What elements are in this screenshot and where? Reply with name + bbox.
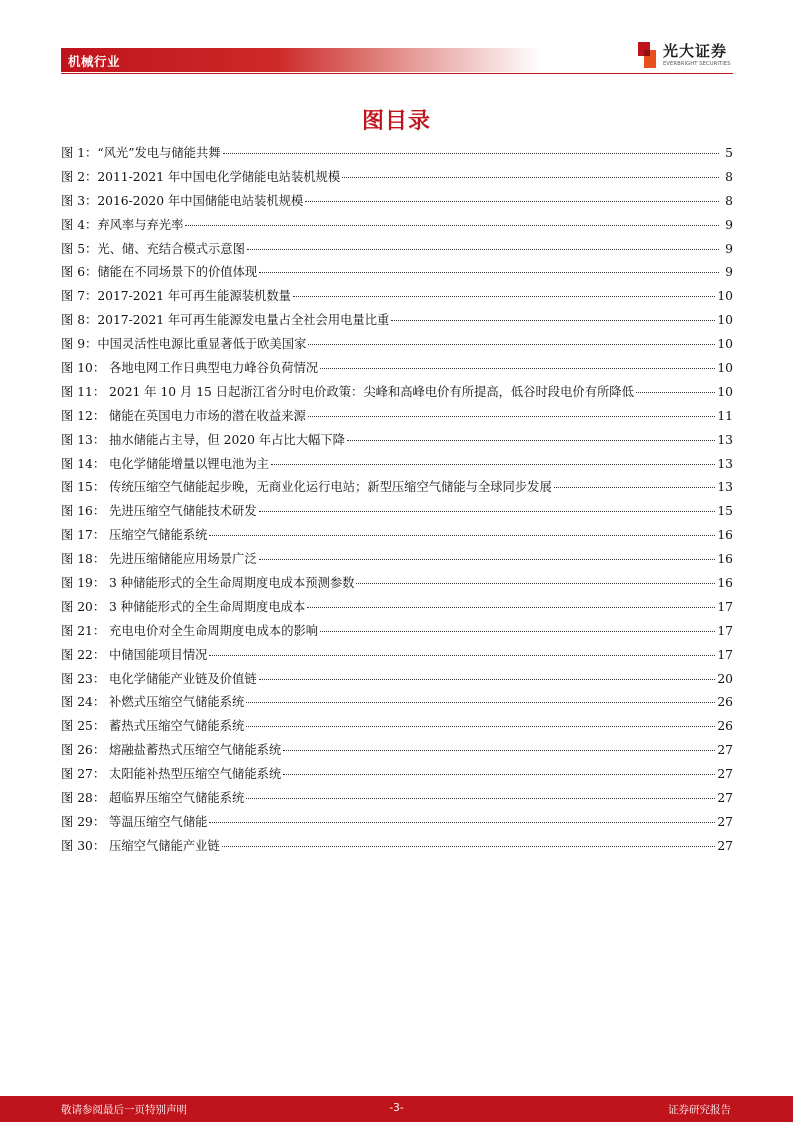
toc-entry-label: 图 21： 充电电价对全生命周期度电成本的影响 (61, 623, 319, 638)
logo-name-cn: 光大证券 (663, 42, 728, 60)
toc-entry-label: 图 6：储能在不同场景下的价值体现 (61, 265, 258, 280)
dot-leader (209, 655, 715, 656)
dot-leader (209, 822, 715, 823)
toc-entry-label: 图 22： 中储国能项目情况 (61, 647, 208, 662)
toc-entry-label: 图 4：弃风率与弃光率 (61, 217, 184, 232)
toc-entry-label: 图 24： 补燃式压缩空气储能系统 (61, 695, 245, 710)
dot-leader (246, 726, 715, 727)
toc-entry[interactable] (61, 263, 733, 287)
toc-entry-label: 图 16： 先进压缩空气储能技术研发 (61, 504, 257, 519)
toc-entry-label: 图 20： 3 种储能形式的全生命周期度电成本 (61, 599, 306, 614)
toc-entry-page: 9 (725, 241, 733, 256)
dot-leader (246, 798, 715, 799)
section-label: 机械行业 (68, 54, 121, 69)
toc-entry-page: 17 (717, 599, 733, 614)
toc-entry[interactable] (61, 216, 733, 240)
toc-entry[interactable] (61, 407, 733, 431)
toc-entry-label: 图 8：2017-2021 年可再生能源发电量占全社会用电量比重 (61, 313, 390, 328)
toc-entry-page: 27 (717, 814, 733, 829)
toc-entry-page: 17 (717, 647, 733, 662)
toc-entry[interactable] (61, 813, 733, 837)
toc-entry[interactable] (61, 789, 733, 813)
toc-entry-label: 图 17： 压缩空气储能系统 (61, 528, 208, 543)
toc-entry-label: 图 28： 超临界压缩空气储能系统 (61, 791, 245, 806)
toc-entry-label: 图 26： 熔融盐蓄热式压缩空气储能系统 (61, 743, 282, 758)
toc-entry[interactable] (61, 502, 733, 526)
dot-leader (185, 225, 719, 226)
toc-entry-page: 26 (717, 695, 733, 710)
dot-leader (271, 464, 715, 465)
toc-entry-label: 图 25： 蓄热式压缩空气储能系统 (61, 719, 245, 734)
dot-leader (308, 344, 715, 345)
dot-leader (283, 774, 715, 775)
toc-entry-page: 10 (717, 384, 733, 399)
toc-entry[interactable] (61, 574, 733, 598)
toc-entry[interactable] (61, 837, 733, 861)
toc-entry-page: 27 (717, 838, 733, 853)
figure-list (61, 144, 733, 861)
toc-entry[interactable] (61, 526, 733, 550)
dot-leader (222, 846, 716, 847)
header-divider (61, 73, 733, 74)
toc-entry[interactable] (61, 144, 733, 168)
toc-entry-page: 10 (717, 337, 733, 352)
dot-leader (391, 320, 715, 321)
dot-leader (636, 392, 715, 393)
toc-entry-page: 16 (717, 552, 733, 567)
toc-entry-page: 13 (717, 480, 733, 495)
footer-disclaimer: 敬请参阅最后一页特别声明 (61, 1104, 187, 1116)
toc-entry-page: 27 (717, 743, 733, 758)
toc-entry[interactable] (61, 646, 733, 670)
toc-entry-page: 10 (717, 361, 733, 376)
toc-entry-label: 图 5：光、储、充结合模式示意图 (61, 241, 245, 256)
toc-entry[interactable] (61, 693, 733, 717)
toc-entry-page: 27 (717, 767, 733, 782)
dot-leader (247, 249, 719, 250)
toc-entry-label: 图 2：2011-2021 年中国电化学储能电站装机规模 (61, 169, 341, 184)
toc-entry-page: 8 (725, 193, 733, 208)
dot-leader (223, 153, 719, 154)
toc-entry-label: 图 30： 压缩空气储能产业链 (61, 838, 220, 853)
toc-entry[interactable] (61, 287, 733, 311)
dot-leader (320, 368, 715, 369)
toc-entry[interactable] (61, 741, 733, 765)
toc-entry[interactable] (61, 717, 733, 741)
toc-entry-page: 8 (725, 169, 733, 184)
toc-entry[interactable] (61, 192, 733, 216)
dot-leader (307, 607, 715, 608)
toc-entry-label: 图 3：2016-2020 年中国储能电站装机规模 (61, 193, 304, 208)
toc-entry-page: 15 (717, 504, 733, 519)
toc-entry-page: 16 (717, 528, 733, 543)
dot-leader (308, 416, 716, 417)
toc-entry-page: 9 (725, 217, 733, 232)
toc-entry[interactable] (61, 431, 733, 455)
company-logo (636, 40, 736, 72)
everbright-logo-icon (636, 40, 658, 70)
dot-leader (259, 679, 716, 680)
toc-entry[interactable] (61, 240, 733, 264)
dot-leader (356, 583, 715, 584)
toc-entry-label: 图 18： 先进压缩储能应用场景广泛 (61, 552, 257, 567)
toc-entry[interactable] (61, 455, 733, 479)
toc-entry-page: 13 (717, 456, 733, 471)
toc-entry-label: 图 13： 抽水储能占主导，但 2020 年占比大幅下降 (61, 432, 345, 447)
toc-entry-page: 13 (717, 432, 733, 447)
toc-entry-label: 图 10： 各地电网工作日典型电力峰谷负荷情况 (61, 361, 319, 376)
dot-leader (347, 440, 715, 441)
toc-entry-label: 图 27： 太阳能补热型压缩空气储能系统 (61, 767, 282, 782)
toc-entry-page: 26 (717, 719, 733, 734)
toc-entry-label: 图 9：中国灵活性电源比重显著低于欧美国家 (61, 337, 307, 352)
toc-entry[interactable] (61, 670, 733, 694)
toc-entry[interactable] (61, 765, 733, 789)
dot-leader (554, 487, 716, 488)
toc-entry-label: 图 15： 传统压缩空气储能起步晚，无商业化运行电站；新型压缩空气储能与全球同步发展 (61, 480, 552, 495)
toc-entry-page: 9 (725, 265, 733, 280)
toc-entry-label: 图 1：“风光”发电与储能共舞 (61, 146, 221, 160)
toc-entry-label: 图 14： 电化学储能增量以锂电池为主 (61, 456, 269, 471)
toc-entry[interactable] (61, 168, 733, 192)
toc-entry-label: 图 12： 储能在英国电力市场的潜在收益来源 (61, 408, 306, 423)
dot-leader (259, 272, 719, 273)
toc-entry[interactable] (61, 622, 733, 646)
toc-entry-page: 27 (717, 791, 733, 806)
toc-entry-page: 11 (717, 408, 733, 423)
toc-entry[interactable] (61, 598, 733, 622)
dot-leader (259, 559, 716, 560)
toc-entry-label: 图 11： 2021 年 10 月 15 日起浙江省分时电价政策：尖峰和高峰电价有所提高，低谷时段电价有所降低 (61, 384, 634, 399)
toc-entry[interactable] (61, 478, 733, 502)
toc-entry[interactable] (61, 383, 733, 407)
toc-entry-label: 图 19： 3 种储能形式的全生命周期度电成本预测参数 (61, 576, 355, 591)
toc-entry[interactable] (61, 550, 733, 574)
toc-entry[interactable] (61, 311, 733, 335)
dot-leader (283, 750, 715, 751)
toc-entry-page: 16 (717, 576, 733, 591)
toc-entry-page: 10 (717, 313, 733, 328)
header-band (61, 48, 541, 72)
toc-entry-label: 图 23： 电化学储能产业链及价值链 (61, 671, 257, 686)
dot-leader (305, 201, 719, 202)
toc-entry-page: 17 (717, 623, 733, 638)
page-number: -3- (389, 1102, 404, 1114)
logo-name-en: EVERBRIGHT SECURITIES (663, 61, 731, 67)
toc-entry-page: 20 (717, 671, 733, 686)
page-title: 图目录 (361, 109, 431, 134)
toc-entry[interactable] (61, 359, 733, 383)
dot-leader (320, 631, 715, 632)
dot-leader (342, 177, 719, 178)
dot-leader (209, 535, 715, 536)
toc-entry-page: 10 (717, 289, 733, 304)
dot-leader (246, 702, 715, 703)
toc-entry-page: 5 (725, 146, 733, 160)
report-type: 证券研究报告 (668, 1104, 731, 1116)
dot-leader (293, 296, 715, 297)
dot-leader (259, 511, 716, 512)
toc-entry-label: 图 7：2017-2021 年可再生能源装机数量 (61, 289, 291, 304)
toc-entry-label: 图 29： 等温压缩空气储能 (61, 814, 208, 829)
toc-entry[interactable] (61, 335, 733, 359)
